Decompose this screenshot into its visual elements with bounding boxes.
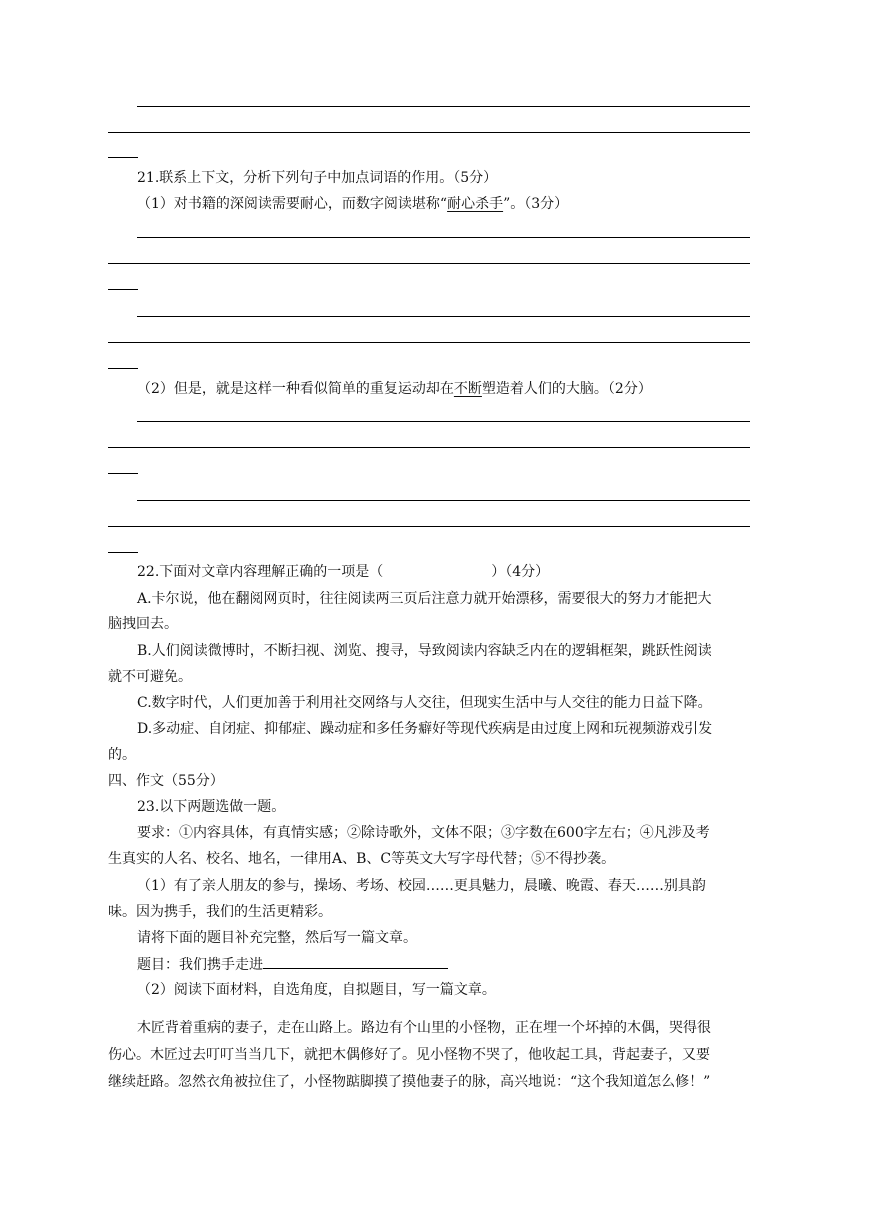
material-line1: 木匠背着重病的妻子，走在山路上。路边有个山里的小怪物，正在埋一个坏掉的木偶，哭得很 [137,1020,711,1036]
option-b-line1: B.人们阅读微博时，不断扫视、浏览、搜寻，导致阅读内容缺乏内在的逻辑框架，跳跃性阅读 [137,643,712,659]
answer-line [108,263,750,264]
answer-line [108,132,750,133]
option-2-title: （2）阅读下面材料，自选角度，自拟题目，写一篇文章。 [137,982,496,998]
question-23-title: 23.以下两题选做一题。 [137,799,286,815]
question-21-sub1: （1）对书籍的深阅读需要耐心，而数字阅读堪称“耐心杀手”。（3分） [137,196,569,212]
question-21-title: 21.联系上下文，分析下列句子中加点词语的作用。（5分） [137,170,498,186]
answer-line [108,342,750,343]
option-1-topic: 题目：我们携手走进 [137,954,448,975]
material-line3: 继续赶路。忽然衣角被拉住了，小怪物踮脚摸了摸他妻子的脉，高兴地说：“这个我知道怎么修！” [108,1074,711,1090]
option-c-line1: C.数字时代，人们更加善于利用社交网络与人交往，但现实生活中与人交往的能力日益下降。 [137,695,712,711]
option-1-instruction: 请将下面的题目补充完整，然后写一篇文章。 [137,930,417,946]
option-b-line2: 就不可避免。 [108,669,192,685]
answer-line [108,526,750,527]
question-22-stem: 22.下面对文章内容理解正确的一项是（ ）（4分） [137,564,550,580]
option-a-line2: 脑拽回去。 [108,616,178,632]
answer-line [108,447,750,448]
topic-blank[interactable] [263,954,448,969]
answer-line-end [108,552,138,553]
question-21-sub2: （2）但是，就是这样一种看似简单的重复运动却在不断塑造着人们的大脑。（2分） [137,381,652,397]
material-line2: 伤心。木匠过去叮叮当当几下，就把木偶修好了。见小怪物不哭了，他收起工具，背起妻子，又要 [108,1047,710,1063]
answer-line-end [108,368,138,369]
answer-line [137,106,750,107]
option-d-line2: 的。 [108,747,136,763]
answer-line-end [108,157,138,158]
option-a-line1: A.卡尔说，他在翻阅网页时，往往阅读两三页后注意力就开始漂移，需要很大的努力才能把大 [137,591,712,607]
underlined-term: 耐心杀手 [447,196,504,212]
option-1-line1: （1）有了亲人朋友的参与，操场、考场、校园……更具魅力，晨曦、晚霞、春天……别具韵 [137,878,706,894]
answer-line-end [108,473,138,474]
answer-line [137,237,750,238]
section-heading: 四、作文（55分） [108,773,224,789]
answer-line [137,316,750,317]
option-1-line2: 味。因为携手，我们的生活更精彩。 [108,904,332,920]
answer-line [137,421,750,422]
option-d-line1: D.多动症、自闭症、抑郁症、躁动症和多任务癖好等现代疾病是由过度上网和玩视频游戏引发 [137,721,713,737]
answer-line [137,500,750,501]
requirements-line2: 生真实的人名、校名、地名，一律用A、B、C等英文大写字母代替；⑤不得抄袭。 [108,851,616,867]
underlined-term: 不断 [453,381,482,397]
answer-line-end [108,289,138,290]
requirements-line1: 要求：①内容具体，有真情实感；②除诗歌外，文体不限；③字数在600字左右；④凡涉及考 [137,825,710,841]
